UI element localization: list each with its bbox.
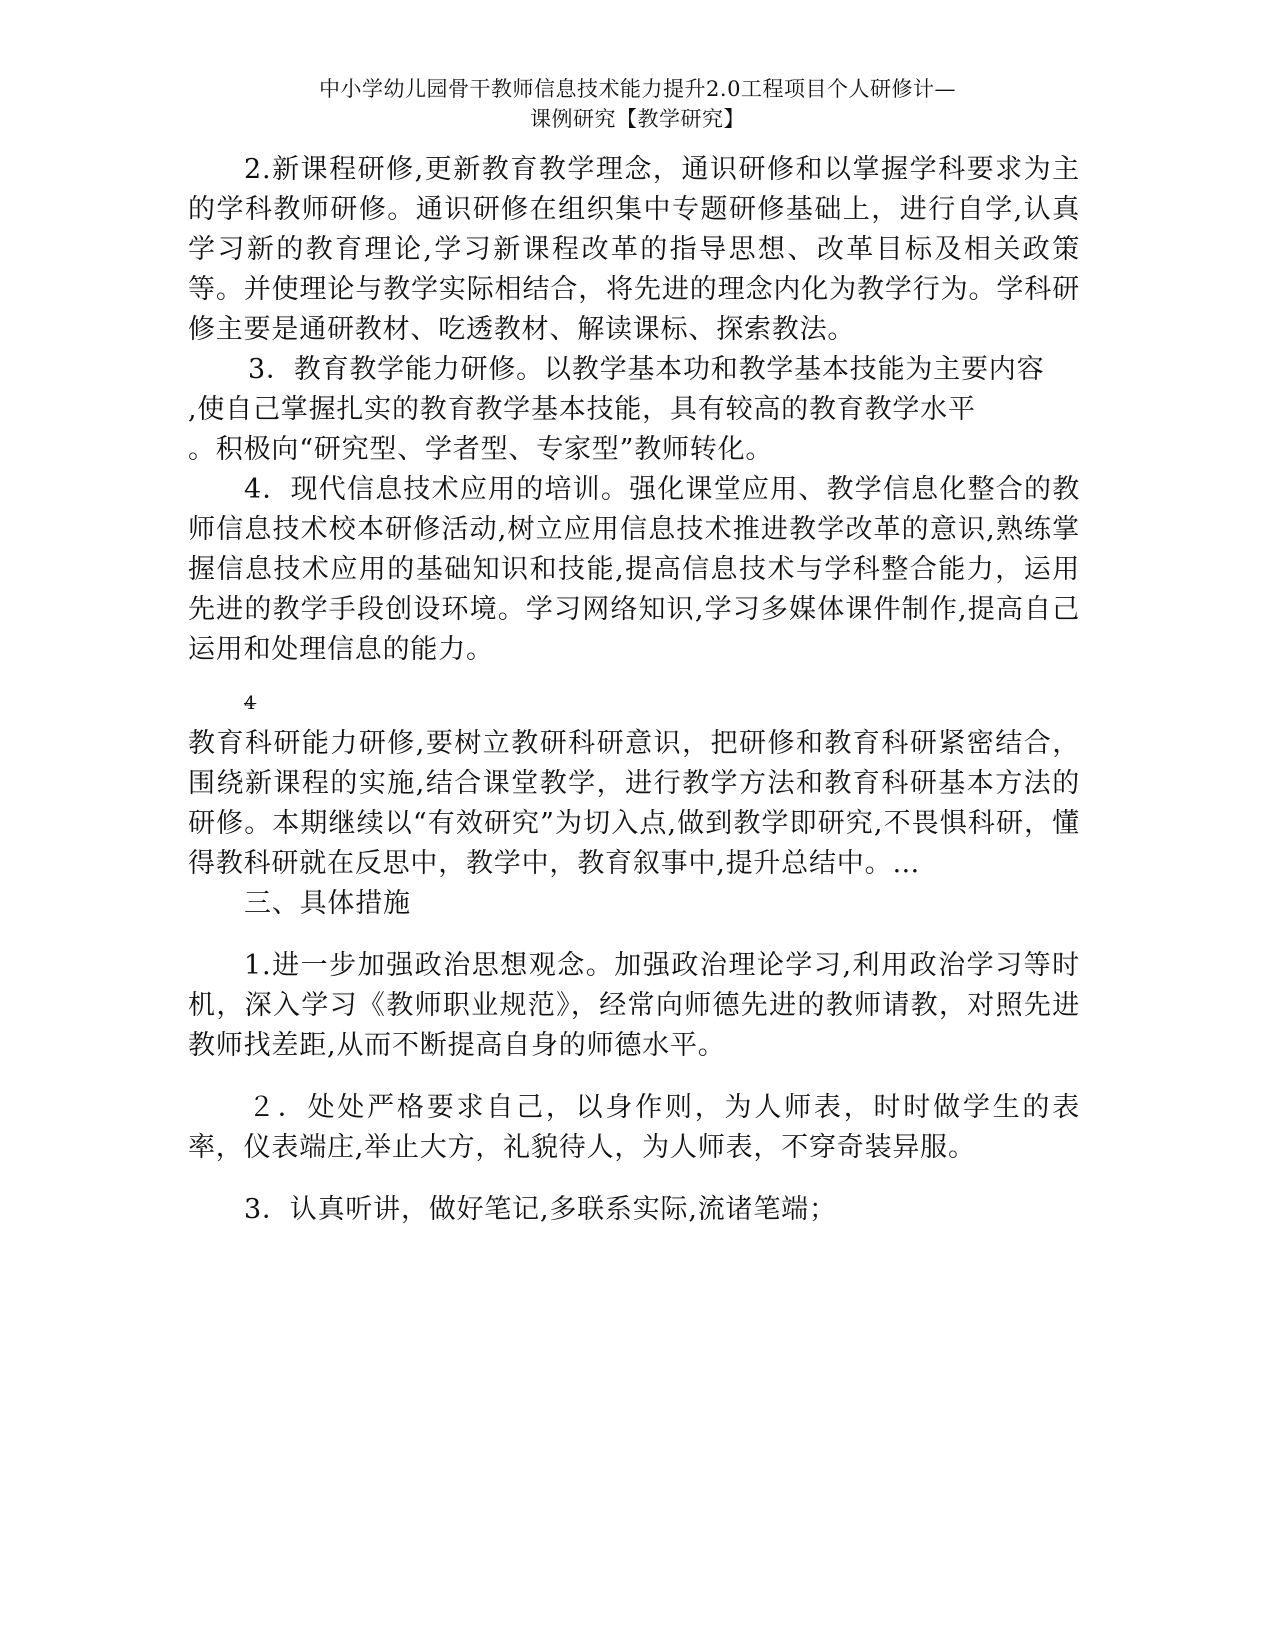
section-heading-measures: 三、具体措施 xyxy=(244,888,411,919)
paragraph-2-new-curriculum: 2.新课程研修,更新教育教学理念，通识研修和以掌握学科要求为主的学科教师研修。通识研修在组织集中专题研修基础上，进行自学,认真学习新的教育理论,学习新课程改革的指导思想、改革目标及相关政策等。并使理论与教学实际相结合，将先进的理念内化为教学行为。学科研修主要是通研教材、吃透教材、解读课标、探索教法。 xyxy=(188,154,1080,345)
page-header xyxy=(0,74,1275,134)
struck-list-marker xyxy=(188,684,1080,724)
header-title-line-2: 课例研究【教学研究】 xyxy=(530,107,745,131)
paragraph-3-continuation: ,使自己掌握扎实的教育教学基本技能，具有较高的教育教学水平 xyxy=(188,394,976,425)
measure-3-listen-and-note: 3．认真听讲，做好笔记,多联系实际,流诸笔端； xyxy=(244,1194,837,1225)
measure-1-political-study: 1.进一步加强政治思想观念。加强政治理论学习,利用政治学习等时机，深入学习《教师职业规范》，经常向师德先进的教师请教，对照先进教师找差距,从而不断提高自身的师德水平。 xyxy=(188,950,1080,1061)
spacer xyxy=(188,670,1080,684)
header-title-line-1: 中小学幼儿园骨干教师信息技术能力提升2.0工程项目个人研修计— xyxy=(319,77,956,101)
measure-2-strict-requirements: ２．处处严格要求自己，以身作则，为人师表，时时做学生的表率，仪表端庄,举止大方，礼貌待人，为人师表，不穿奇装异服。 xyxy=(188,1092,1080,1163)
struck-marker-text: 4 xyxy=(244,693,257,714)
paragraph-5-research-ability: 教育科研能力研修,要树立教研科研意识，把研修和教育科研紧密结合，围绕新课程的实施,结合课堂教学，进行教学方法和教育科研基本方法的研修。本期继续以“有效研究”为切入点,做到教学即研究,不畏惧科研，懂得教科研就在反思中，教学中，教育叙事中,提升总结中。… xyxy=(188,728,1080,879)
paragraph-3-teaching-ability: 3．教育教学能力研修。以教学基本功和教学基本技能为主要内容 xyxy=(248,354,1045,385)
document-body xyxy=(188,150,1080,1230)
paragraph-3-conclusion: 。积极向“研究型、学者型、专家型”教师转化。 xyxy=(188,434,774,465)
paragraph-4-it-training: 4．现代信息技术应用的培训。强化课堂应用、教学信息化整合的教师信息技术校本研修活动,树立应用信息技术推进教学改革的意识,熟练掌握信息技术应用的基础知识和技能,提高信息技术与学科整合能力，运用先进的教学手段创设环境。学习网络知识,学习多媒体课件制作,提高自己运用和处理信息的能力。 xyxy=(188,474,1080,665)
